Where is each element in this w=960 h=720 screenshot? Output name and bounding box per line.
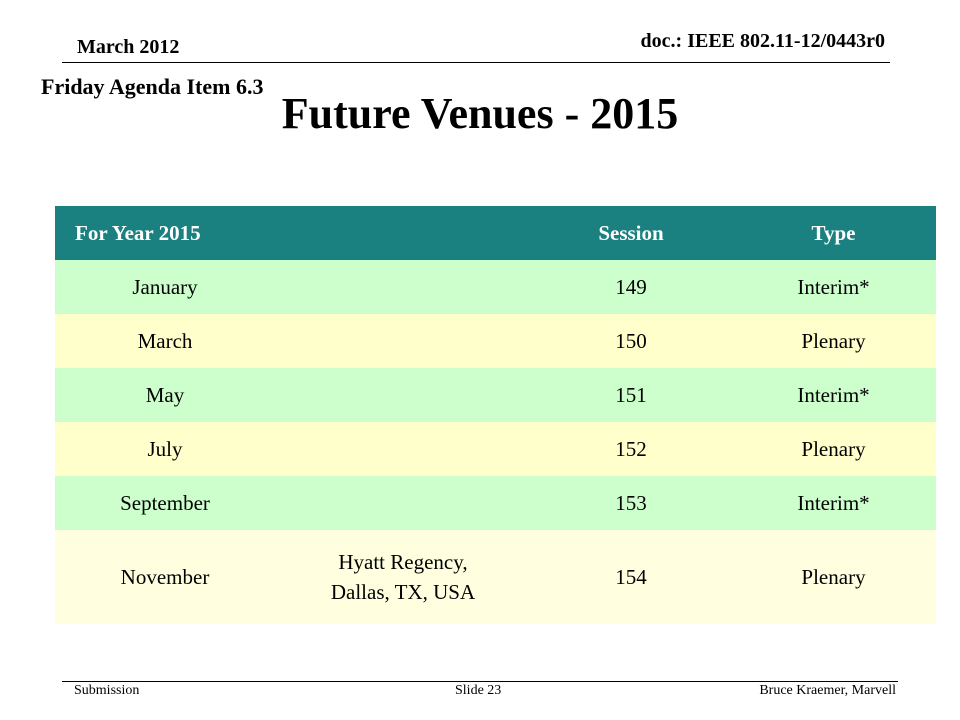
cell-month: March bbox=[137, 328, 193, 353]
cell-venue bbox=[275, 530, 531, 624]
cell-venue bbox=[275, 314, 531, 368]
cell-venue bbox=[275, 422, 531, 476]
agenda-label: Friday Agenda Item 6.3 bbox=[41, 74, 264, 99]
header-year: For Year 2015 bbox=[75, 220, 201, 245]
header-rule bbox=[62, 62, 890, 63]
cell-month: January bbox=[132, 274, 198, 299]
cell-month: November bbox=[120, 564, 210, 589]
cell-type: Interim* bbox=[797, 382, 870, 407]
venue-line-2: Dallas, TX, USA bbox=[330, 580, 476, 604]
cell-session: 154 bbox=[615, 564, 647, 589]
cell-month: July bbox=[147, 436, 183, 461]
cell-session: 150 bbox=[615, 328, 647, 353]
header-session: Session bbox=[598, 220, 664, 245]
table-header-row bbox=[55, 206, 936, 260]
cell-month: September bbox=[120, 490, 210, 515]
cell-session: 149 bbox=[615, 274, 647, 299]
table-row bbox=[55, 368, 936, 422]
cell-type: Plenary bbox=[801, 564, 866, 589]
cell-type: Interim* bbox=[797, 274, 870, 299]
cell-session: 151 bbox=[615, 382, 647, 407]
cell-venue bbox=[275, 476, 531, 530]
cell-session: 152 bbox=[615, 436, 647, 461]
footer-submission: Submission bbox=[74, 683, 140, 698]
table-row bbox=[55, 314, 936, 368]
table-row bbox=[55, 260, 936, 314]
cell-venue bbox=[275, 260, 531, 314]
header-type: Type bbox=[811, 220, 856, 245]
footer-author: Bruce Kraemer, Marvell bbox=[759, 683, 896, 698]
venue-line-1: Hyatt Regency, bbox=[338, 550, 468, 574]
cell-type: Interim* bbox=[797, 490, 870, 515]
table-row bbox=[55, 476, 936, 530]
footer-rule bbox=[62, 681, 898, 682]
footer-slide-number: Slide 23 bbox=[455, 683, 502, 698]
header-doc-id: doc.: IEEE 802.11-12/0443r0 bbox=[640, 30, 885, 52]
table-row bbox=[55, 422, 936, 476]
venues-table bbox=[55, 206, 936, 624]
cell-venue bbox=[275, 368, 531, 422]
cell-session: 153 bbox=[615, 490, 647, 515]
header-venue bbox=[275, 206, 531, 260]
slide-title: Future Venues - 2015 bbox=[281, 89, 679, 138]
cell-month: May bbox=[145, 382, 185, 407]
table-row bbox=[55, 530, 936, 624]
cell-type: Plenary bbox=[801, 328, 866, 353]
header-date: March 2012 bbox=[77, 36, 180, 58]
cell-type: Plenary bbox=[801, 436, 866, 461]
